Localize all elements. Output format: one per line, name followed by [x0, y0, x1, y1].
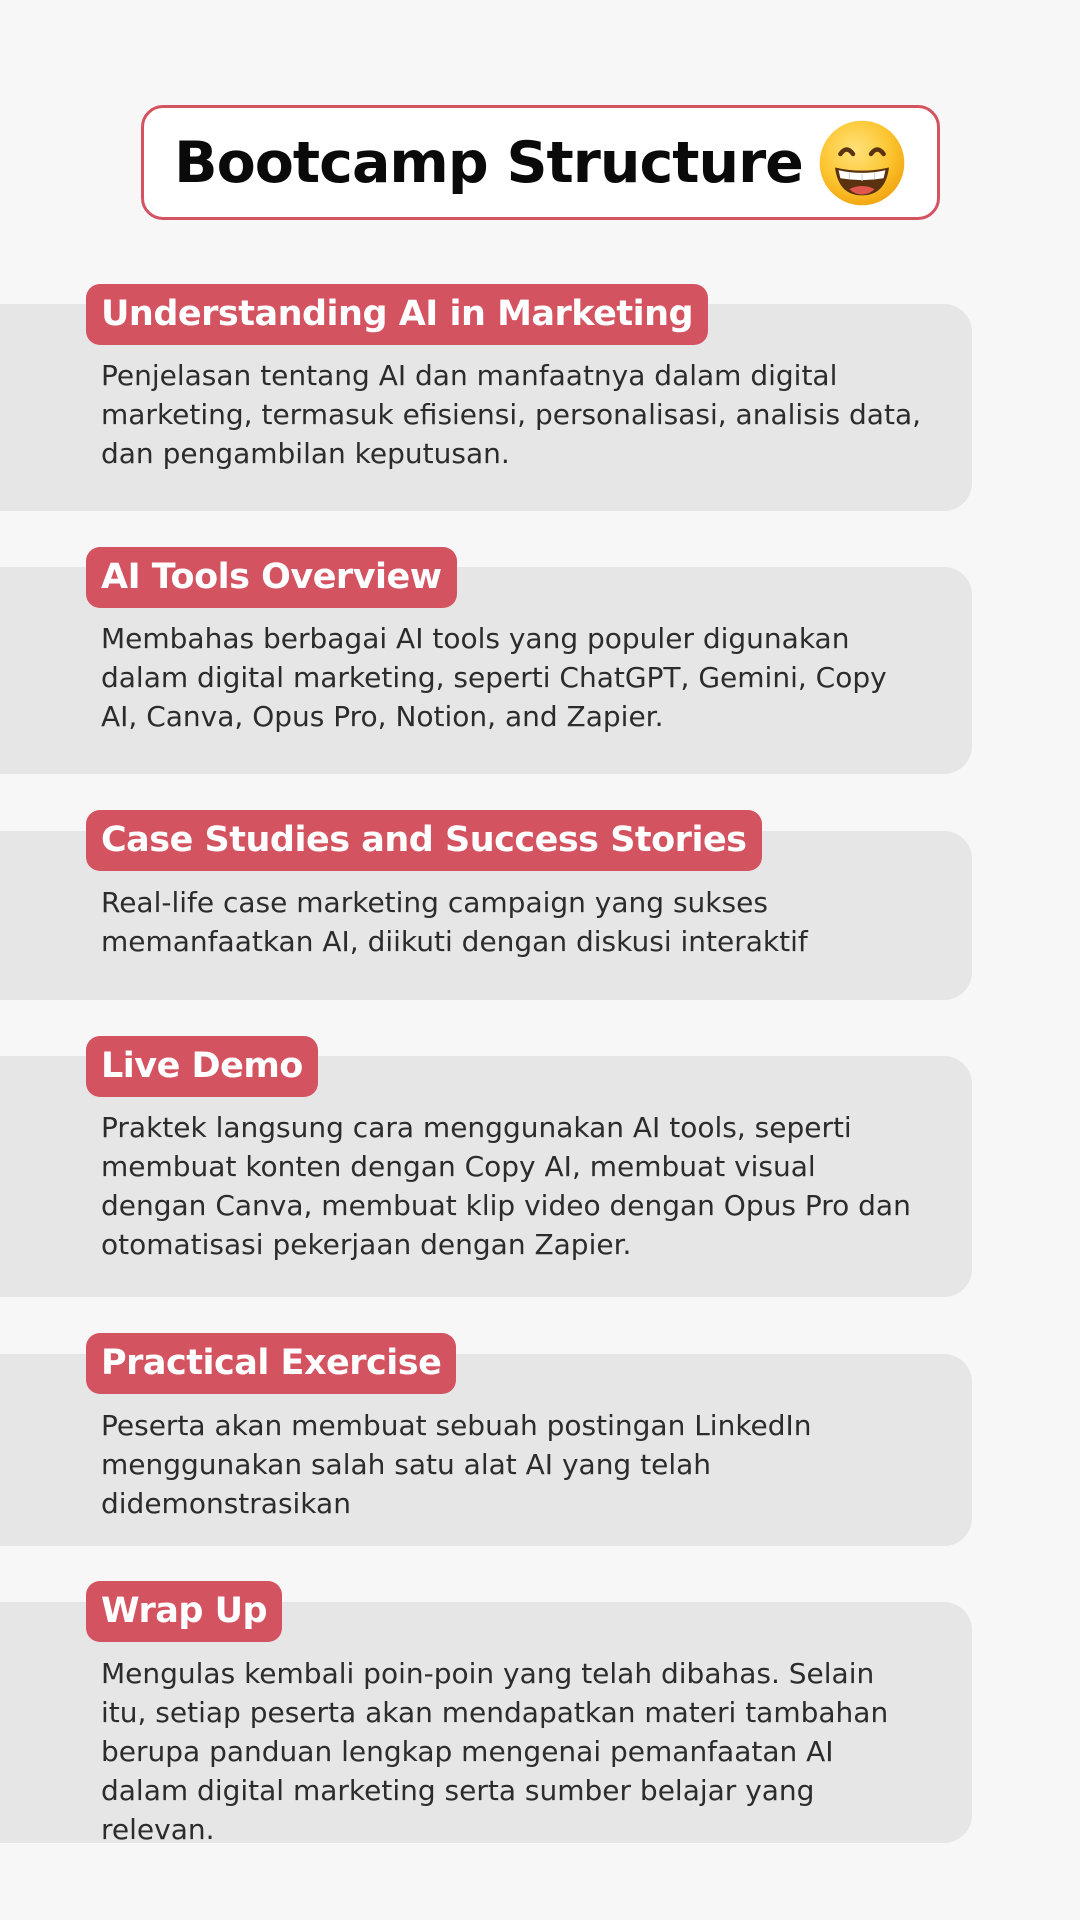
section-description: Praktek langsung cara menggunakan AI tools, seperti membuat konten dengan Copy AI, membuat visual dengan Canva, membuat klip video dengan Opus Pro dan otomatisasi pekerjaan dengan Zapier. [101, 1111, 911, 1261]
page-title: Bootcamp Structure [174, 129, 803, 196]
section-description: Penjelasan tentang AI dan manfaatnya dalam digital marketing, termasuk efisiensi, personalisasi, analisis data, dan pengambilan keputusan. [101, 359, 921, 470]
section-heading-wrap-up: Wrap Up [86, 1581, 282, 1642]
section-heading-practical-exercise: Practical Exercise [86, 1333, 456, 1394]
section-description: Membahas berbagai AI tools yang populer digunakan dalam digital marketing, seperti ChatGPT, Gemini, Copy AI, Canva, Opus Pro, Notion, and Zapier. [101, 622, 887, 733]
section-heading-live-demo: Live Demo [86, 1036, 318, 1097]
section-heading-case-studies: Case Studies and Success Stories [86, 810, 762, 871]
section-description: Peserta akan membuat sebuah postingan LinkedIn menggunakan salah satu alat AI yang telah didemonstrasikan [101, 1409, 812, 1520]
grinning-face-with-smiling-eyes-icon [817, 118, 907, 208]
section-heading-ai-tools-overview: AI Tools Overview [86, 547, 457, 608]
section-heading-understanding-ai: Understanding AI in Marketing [86, 284, 708, 345]
page-title-box [141, 105, 940, 220]
section-description: Mengulas kembali poin-poin yang telah dibahas. Selain itu, setiap peserta akan mendapatkan materi tambahan berupa panduan lengkap mengenai pemanfaatan AI dalam digital marketing serta sumber belajar yang relevan. [101, 1657, 889, 1846]
section-description: Real-life case marketing campaign yang sukses memanfaatkan AI, diikuti dengan diskusi interaktif [101, 886, 808, 958]
